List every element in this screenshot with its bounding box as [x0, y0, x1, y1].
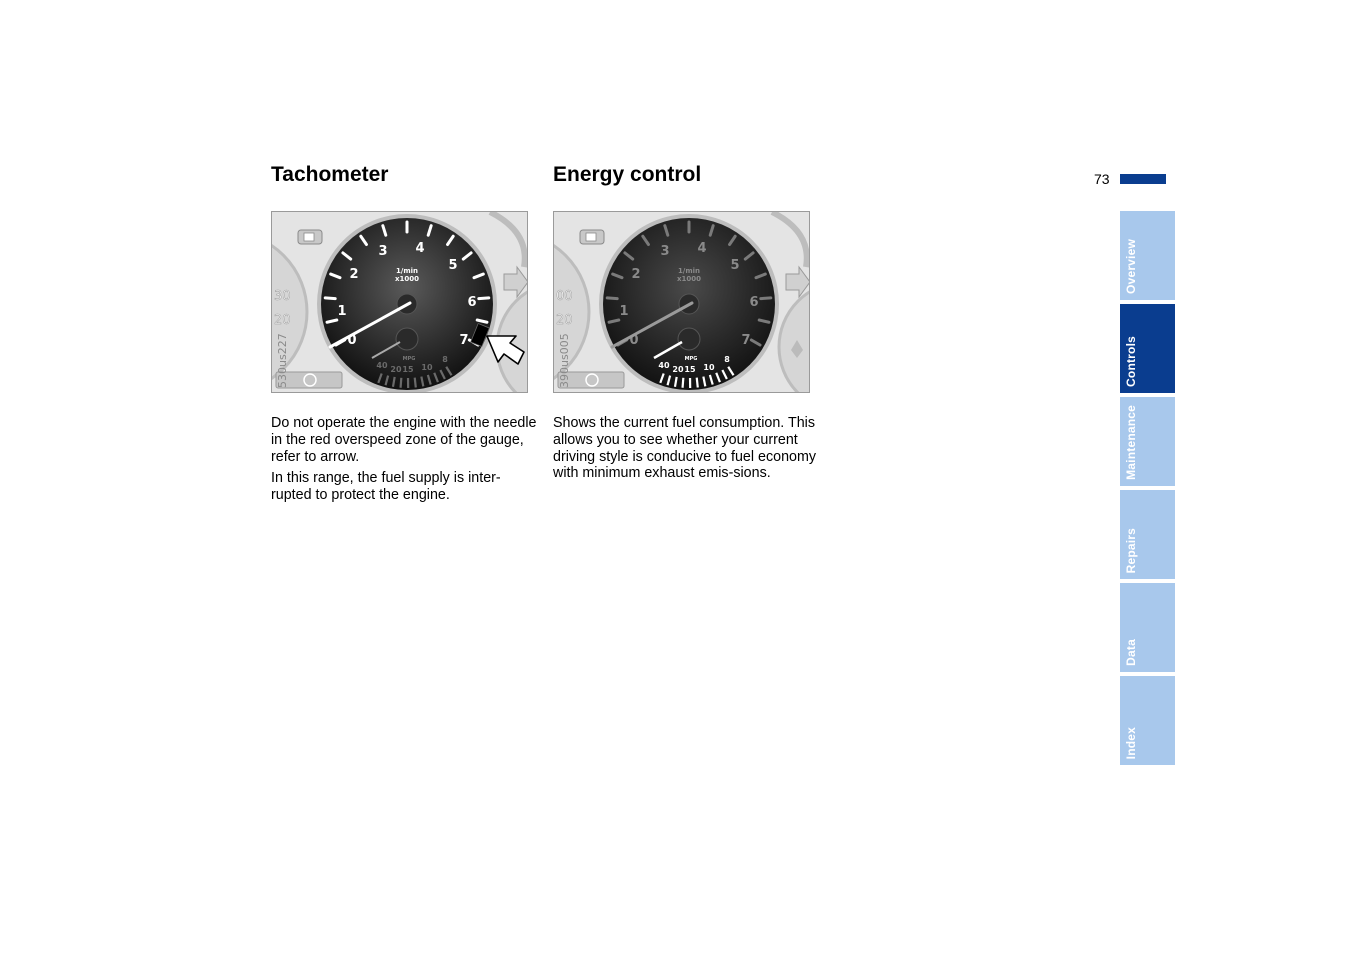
rpm-number: 2: [349, 267, 359, 282]
rpm-number: 6: [749, 295, 759, 310]
gauge-tick: [697, 378, 698, 388]
mpg-scale-number: 15: [402, 365, 414, 374]
tab-repairs[interactable]: [1120, 490, 1175, 579]
mpg-scale-number: 15: [684, 365, 696, 374]
rpm-number: 6: [467, 295, 477, 310]
rpm-number: 4: [415, 241, 425, 256]
rpm-number: 1: [619, 304, 629, 319]
mpg-scale-number: 40: [376, 361, 388, 370]
mpg-scale-number: 8: [442, 355, 448, 364]
paragraph: Do not operate the engine with the needle in the red overspeed zone of the gauge, refer to arrow.: [271, 415, 537, 465]
tab-data[interactable]: [1120, 583, 1175, 672]
gauge-unit: x1000: [677, 275, 701, 283]
gauge-tick: [479, 298, 489, 299]
paragraph: In this range, the fuel supply is inter-rupted to protect the engine.: [271, 470, 501, 503]
gauge-unit: 1/min: [395, 267, 419, 275]
gauge-unit: x1000: [395, 275, 419, 283]
rpm-number: 5: [448, 258, 458, 273]
rpm-number: 0: [347, 333, 357, 348]
mpg-scale-number: 20: [672, 365, 684, 374]
mpg-scale-number: 10: [421, 363, 433, 372]
section-title-tachometer: Tachometer: [271, 163, 389, 186]
figure-code: 530us227: [276, 333, 289, 388]
gauge-tick: [401, 378, 402, 388]
rpm-number: 2: [631, 267, 641, 282]
mpg-scale-number: 10: [703, 363, 715, 372]
gauge-tick: [761, 298, 771, 299]
figure-code: 390us005: [558, 333, 571, 388]
page-number: 73: [1094, 171, 1110, 187]
tab-maintenance[interactable]: [1120, 397, 1175, 486]
rpm-number: 5: [730, 258, 740, 273]
rpm-number: 7: [459, 333, 469, 348]
tab-label: Maintenance: [1124, 405, 1138, 480]
gauge-tick: [325, 298, 335, 299]
gauge-tick: [415, 378, 416, 388]
tab-label: Controls: [1124, 336, 1138, 387]
tab-overview[interactable]: [1120, 211, 1175, 300]
tab-controls[interactable]: [1120, 304, 1175, 393]
mpg-label: MPG: [402, 356, 416, 362]
gauge-unit: 1/min: [677, 267, 701, 275]
energy-control-figure: [553, 211, 810, 393]
gauge-tick: [683, 378, 684, 388]
section-title-energy-control: Energy control: [553, 163, 702, 186]
svg-text:20: 20: [274, 313, 291, 328]
page-marker: [1120, 174, 1166, 184]
svg-text:20: 20: [556, 313, 573, 328]
tab-label: Overview: [1124, 239, 1138, 294]
svg-text:30: 30: [274, 289, 291, 304]
mpg-label: MPG: [684, 356, 698, 362]
tab-index[interactable]: [1120, 676, 1175, 765]
gauge-tick: [607, 298, 617, 299]
tab-label: Repairs: [1124, 527, 1138, 573]
mpg-scale-number: 8: [724, 355, 730, 364]
tab-label: Data: [1124, 639, 1138, 666]
rpm-number: 7: [741, 333, 751, 348]
rpm-number: 1: [337, 304, 347, 319]
mpg-scale-number: 20: [390, 365, 402, 374]
svg-text:00: 00: [556, 289, 573, 304]
rpm-number: 3: [660, 244, 670, 259]
tachometer-figure: [271, 211, 528, 393]
paragraph: Shows the current fuel consumption. This allows you to see whether your current driving style is conducive to fuel economy with minimum exhaust emis-sions.: [553, 415, 817, 482]
rpm-number: 3: [378, 244, 388, 259]
rpm-number: 0: [629, 333, 639, 348]
rpm-number: 4: [697, 241, 707, 256]
tab-label: Index: [1124, 726, 1138, 759]
mpg-scale-number: 40: [658, 361, 670, 370]
